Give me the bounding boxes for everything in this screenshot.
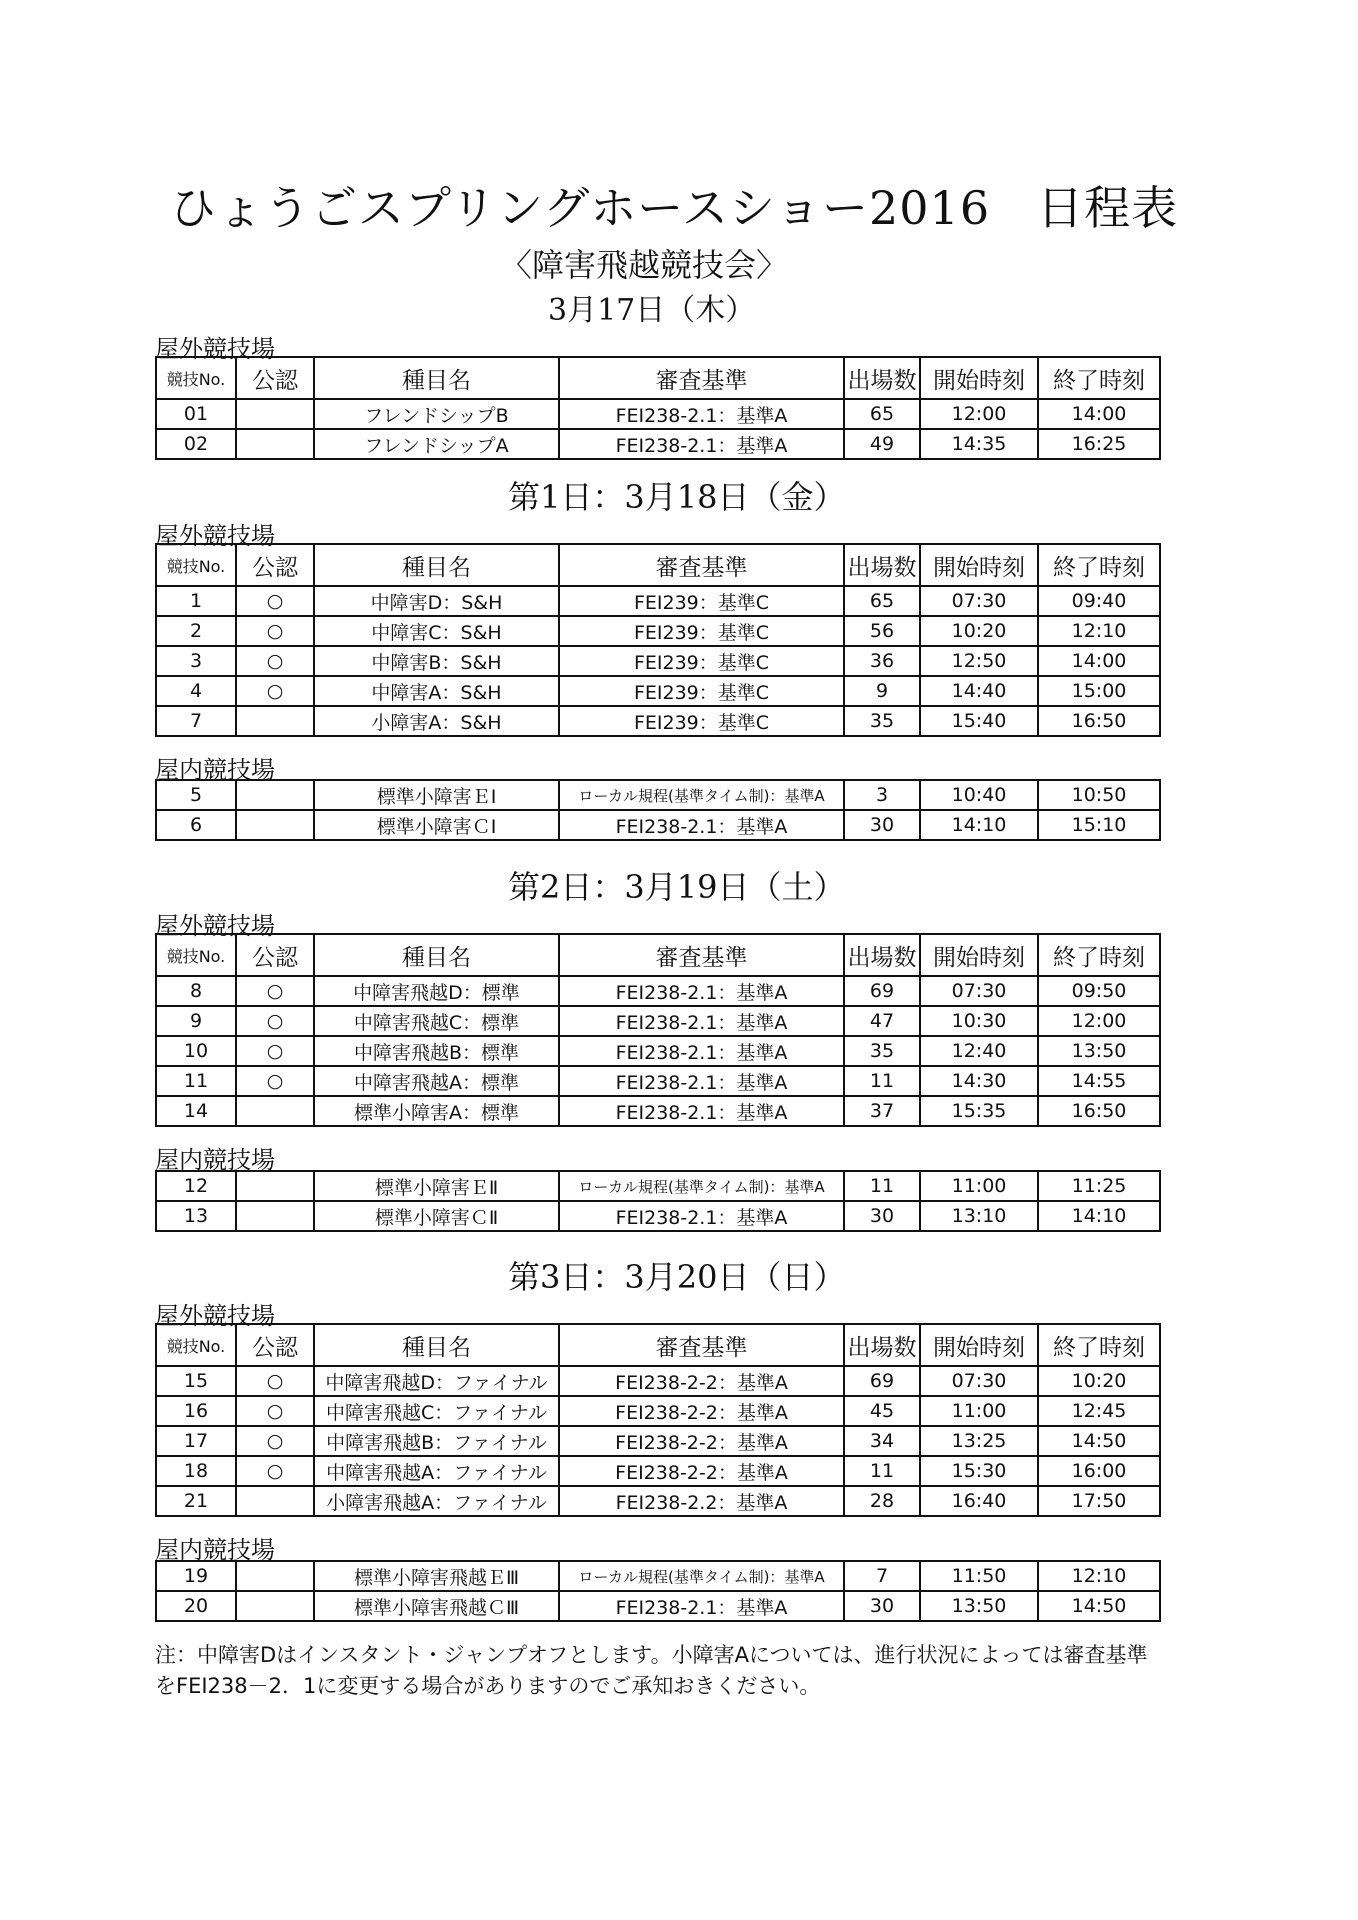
cell-event: 中障害C：S&H [314,616,559,646]
table-row [156,810,1160,840]
col-header-event: 種目名 [314,544,559,586]
cell-start: 11:00 [920,1396,1038,1426]
cell-no: 1 [156,586,236,616]
col-header-event: 種目名 [314,357,559,399]
cell-entries: 37 [844,1096,920,1126]
cell-no: 21 [156,1486,236,1516]
cell-end: 13:50 [1038,1036,1160,1066]
col-header-no: 競技No. [156,934,236,976]
cell-entries: 7 [844,1561,920,1591]
cell-no: 15 [156,1366,236,1396]
cell-no: 12 [156,1171,236,1201]
col-header-approval: 公認 [236,544,314,586]
cell-criteria: ローカル規程(基準タイム制)：基準A [559,780,844,810]
col-header-start: 開始時刻 [920,934,1038,976]
cell-start: 13:10 [920,1201,1038,1231]
cell-no: 01 [156,399,236,429]
cell-no: 5 [156,780,236,810]
cell-event: 標準小障害ＥⅠ [314,780,559,810]
cell-event: 標準小障害ＣⅠ [314,810,559,840]
cell-entries: 3 [844,780,920,810]
cell-end: 16:00 [1038,1456,1160,1486]
cell-approval: ○ [236,586,314,616]
footnote: 注：中障害Dはインスタント・ジャンプオフとします。小障害Aについては、進行状況によっては審査基準をFEI238－2．1に変更する場合がありますのでご承知おきください。 [155,1643,1148,1698]
col-header-criteria: 審査基準 [559,544,844,586]
cell-start: 10:30 [920,1006,1038,1036]
cell-end: 14:00 [1038,646,1160,676]
cell-event: 中障害飛越D：ファイナル [314,1366,559,1396]
table-row [156,399,1160,429]
cell-event: 中障害D：S&H [314,586,559,616]
cell-event: 中障害飛越B：ファイナル [314,1426,559,1456]
cell-criteria: FEI238-2.1：基準A [559,1201,844,1231]
cell-start: 13:50 [920,1591,1038,1621]
col-header-event: 種目名 [314,1324,559,1366]
table-row [156,1366,1160,1396]
table-header-row [156,934,1160,976]
cell-criteria: FEI238-2-2：基準A [559,1366,844,1396]
cell-entries: 11 [844,1456,920,1486]
cell-criteria: FEI239：基準C [559,586,844,616]
col-header-start: 開始時刻 [920,1324,1038,1366]
day-heading: 第1日：3月18日（金） [508,478,846,516]
cell-end: 16:25 [1038,429,1160,459]
cell-approval: ○ [236,646,314,676]
cell-approval: ○ [236,976,314,1006]
cell-approval: ○ [236,1396,314,1426]
table-header-row [156,357,1160,399]
cell-entries: 35 [844,1036,920,1066]
cell-approval: ○ [236,1456,314,1486]
cell-end: 16:50 [1038,706,1160,736]
cell-start: 15:30 [920,1456,1038,1486]
cell-no: 3 [156,646,236,676]
cell-approval: ○ [236,616,314,646]
col-header-entries: 出場数 [844,1324,920,1366]
cell-criteria: FEI238-2.1：基準A [559,976,844,1006]
table-row [156,976,1160,1006]
cell-criteria: FEI239：基準C [559,646,844,676]
cell-event: フレンドシップB [314,399,559,429]
col-header-no: 競技No. [156,1324,236,1366]
table-row [156,1396,1160,1426]
cell-start: 12:00 [920,399,1038,429]
col-header-entries: 出場数 [844,544,920,586]
cell-end: 09:50 [1038,976,1160,1006]
cell-criteria: ローカル規程(基準タイム制)：基準A [559,1171,844,1201]
cell-entries: 49 [844,429,920,459]
table-row [156,1006,1160,1036]
cell-approval [236,1171,314,1201]
cell-end: 12:00 [1038,1006,1160,1036]
cell-entries: 65 [844,586,920,616]
cell-end: 14:55 [1038,1066,1160,1096]
cell-end: 14:10 [1038,1201,1160,1231]
col-header-end: 終了時刻 [1038,934,1160,976]
cell-event: 中障害飛越D：標準 [314,976,559,1006]
cell-criteria: FEI239：基準C [559,676,844,706]
table-row [156,1591,1160,1621]
cell-entries: 34 [844,1426,920,1456]
table-row [156,1171,1160,1201]
cell-no: 4 [156,676,236,706]
schedule-table [155,356,1161,460]
cell-criteria: FEI238-2.1：基準A [559,1591,844,1621]
pre-day-date: 3月17日（木） [548,293,756,328]
cell-event: 中障害飛越A：ファイナル [314,1456,559,1486]
cell-start: 13:25 [920,1426,1038,1456]
cell-entries: 28 [844,1486,920,1516]
cell-criteria: FEI238-2-2：基準A [559,1456,844,1486]
schedule-table [155,1323,1161,1517]
cell-entries: 35 [844,706,920,736]
schedule-table [155,933,1161,1127]
cell-event: 標準小障害ＥⅡ [314,1171,559,1201]
col-header-approval: 公認 [236,1324,314,1366]
schedule-table [155,543,1161,737]
cell-event: 中障害飛越C：ファイナル [314,1396,559,1426]
col-header-criteria: 審査基準 [559,934,844,976]
cell-approval [236,1201,314,1231]
cell-end: 12:10 [1038,1561,1160,1591]
cell-start: 12:50 [920,646,1038,676]
table-row [156,429,1160,459]
cell-no: 16 [156,1396,236,1426]
cell-end: 09:40 [1038,586,1160,616]
cell-criteria: FEI238-2.1：基準A [559,399,844,429]
cell-approval: ○ [236,1366,314,1396]
cell-criteria: FEI238-2-2：基準A [559,1396,844,1426]
cell-entries: 30 [844,810,920,840]
cell-no: 7 [156,706,236,736]
cell-no: 13 [156,1201,236,1231]
cell-end: 10:50 [1038,780,1160,810]
cell-criteria: FEI238-2.1：基準A [559,1066,844,1096]
cell-event: 標準小障害飛越ＣⅢ [314,1591,559,1621]
cell-entries: 45 [844,1396,920,1426]
cell-no: 19 [156,1561,236,1591]
cell-end: 14:50 [1038,1591,1160,1621]
cell-no: 8 [156,976,236,1006]
cell-start: 07:30 [920,976,1038,1006]
cell-event: 中障害B：S&H [314,646,559,676]
cell-no: 2 [156,616,236,646]
table-row [156,586,1160,616]
cell-no: 17 [156,1426,236,1456]
col-header-no: 競技No. [156,357,236,399]
cell-approval [236,810,314,840]
cell-approval [236,780,314,810]
table-header-row [156,544,1160,586]
cell-start: 07:30 [920,1366,1038,1396]
col-header-criteria: 審査基準 [559,1324,844,1366]
cell-event: 中障害飛越B：標準 [314,1036,559,1066]
cell-end: 12:10 [1038,616,1160,646]
table-row [156,1201,1160,1231]
schedule-table [155,1170,1161,1232]
table-row [156,646,1160,676]
venue-label: 屋外競技場 [155,522,275,550]
cell-start: 11:50 [920,1561,1038,1591]
col-header-no: 競技No. [156,544,236,586]
cell-start: 14:40 [920,676,1038,706]
cell-no: 18 [156,1456,236,1486]
col-header-entries: 出場数 [844,934,920,976]
cell-event: 中障害飛越A：標準 [314,1066,559,1096]
cell-event: 小障害飛越A：ファイナル [314,1486,559,1516]
cell-approval: ○ [236,1036,314,1066]
cell-entries: 69 [844,976,920,1006]
cell-event: 標準小障害飛越ＥⅢ [314,1561,559,1591]
cell-event: 中障害飛越C：標準 [314,1006,559,1036]
table-row [156,616,1160,646]
venue-label: 屋内競技場 [155,756,275,784]
cell-event: 中障害A：S&H [314,676,559,706]
cell-no: 20 [156,1591,236,1621]
cell-no: 11 [156,1066,236,1096]
cell-end: 11:25 [1038,1171,1160,1201]
cell-start: 15:35 [920,1096,1038,1126]
cell-approval: ○ [236,1006,314,1036]
table-row [156,1561,1160,1591]
cell-start: 14:10 [920,810,1038,840]
cell-approval [236,429,314,459]
cell-no: 9 [156,1006,236,1036]
cell-approval: ○ [236,676,314,706]
cell-entries: 11 [844,1066,920,1096]
cell-end: 16:50 [1038,1096,1160,1126]
cell-criteria: FEI239：基準C [559,706,844,736]
cell-criteria: FEI238-2-2：基準A [559,1426,844,1456]
cell-approval: ○ [236,1426,314,1456]
cell-approval [236,1591,314,1621]
table-row [156,780,1160,810]
table-row [156,1096,1160,1126]
col-header-start: 開始時刻 [920,357,1038,399]
cell-entries: 11 [844,1171,920,1201]
cell-end: 14:00 [1038,399,1160,429]
schedule-table [155,779,1161,841]
cell-start: 11:00 [920,1171,1038,1201]
table-header-row [156,1324,1160,1366]
schedule-table [155,1560,1161,1622]
day-heading: 第2日：3月19日（土） [508,868,846,906]
cell-criteria: ローカル規程(基準タイム制)：基準A [559,1561,844,1591]
cell-end: 17:50 [1038,1486,1160,1516]
cell-end: 15:10 [1038,810,1160,840]
cell-end: 15:00 [1038,676,1160,706]
col-header-approval: 公認 [236,934,314,976]
day-heading: 第3日：3月20日（日） [508,1258,846,1296]
cell-no: 10 [156,1036,236,1066]
col-header-approval: 公認 [236,357,314,399]
cell-approval [236,1561,314,1591]
venue-label: 屋外競技場 [155,335,275,363]
cell-end: 14:50 [1038,1426,1160,1456]
cell-entries: 47 [844,1006,920,1036]
cell-event: 標準小障害A：標準 [314,1096,559,1126]
cell-start: 15:40 [920,706,1038,736]
cell-criteria: FEI238-2.1：基準A [559,810,844,840]
venue-label: 屋内競技場 [155,1536,275,1564]
col-header-criteria: 審査基準 [559,357,844,399]
table-row [156,1486,1160,1516]
cell-start: 10:40 [920,780,1038,810]
cell-entries: 30 [844,1201,920,1231]
col-header-entries: 出場数 [844,357,920,399]
cell-end: 12:45 [1038,1396,1160,1426]
cell-entries: 69 [844,1366,920,1396]
cell-start: 10:20 [920,616,1038,646]
cell-entries: 9 [844,676,920,706]
cell-entries: 30 [844,1591,920,1621]
venue-label: 屋内競技場 [155,1146,275,1174]
table-row [156,706,1160,736]
cell-criteria: FEI238-2.1：基準A [559,429,844,459]
cell-entries: 36 [844,646,920,676]
cell-start: 12:40 [920,1036,1038,1066]
venue-label: 屋外競技場 [155,1302,275,1330]
cell-approval [236,706,314,736]
cell-start: 14:35 [920,429,1038,459]
table-row [156,1426,1160,1456]
cell-criteria: FEI239：基準C [559,616,844,646]
cell-start: 14:30 [920,1066,1038,1096]
table-row [156,1036,1160,1066]
cell-criteria: FEI238-2.1：基準A [559,1036,844,1066]
col-header-start: 開始時刻 [920,544,1038,586]
col-header-end: 終了時刻 [1038,1324,1160,1366]
cell-no: 6 [156,810,236,840]
cell-no: 14 [156,1096,236,1126]
cell-criteria: FEI238-2.1：基準A [559,1096,844,1126]
cell-entries: 56 [844,616,920,646]
cell-approval [236,1096,314,1126]
document-subtitle: 〈障害飛越競技会〉 [500,246,789,284]
col-header-end: 終了時刻 [1038,544,1160,586]
table-row [156,1066,1160,1096]
cell-criteria: FEI238-2.1：基準A [559,1006,844,1036]
venue-label: 屋外競技場 [155,912,275,940]
cell-approval: ○ [236,1066,314,1096]
cell-start: 16:40 [920,1486,1038,1516]
table-row [156,1456,1160,1486]
table-row [156,676,1160,706]
document-title: ひょうごスプリングホースショー2016 日程表 [170,181,1179,235]
cell-entries: 65 [844,399,920,429]
cell-approval [236,399,314,429]
col-header-end: 終了時刻 [1038,357,1160,399]
cell-approval [236,1486,314,1516]
cell-event: 小障害A：S&H [314,706,559,736]
cell-criteria: FEI238-2.2：基準A [559,1486,844,1516]
cell-start: 07:30 [920,586,1038,616]
cell-event: 標準小障害ＣⅡ [314,1201,559,1231]
cell-event: フレンドシップA [314,429,559,459]
col-header-event: 種目名 [314,934,559,976]
cell-no: 02 [156,429,236,459]
cell-end: 10:20 [1038,1366,1160,1396]
